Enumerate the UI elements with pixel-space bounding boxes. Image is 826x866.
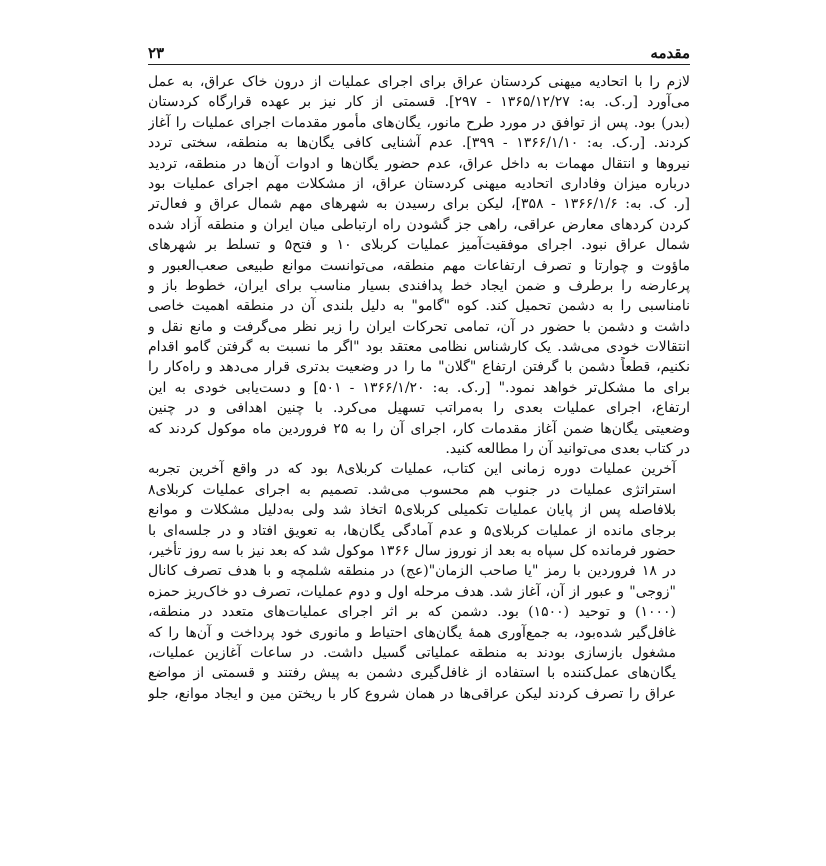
text-line: (بدر) بود. پس از توافق در مورد طرح مانور، یگان‌های مأمور مقدمات اجرای عملیات را آغاز	[148, 114, 690, 131]
text-line: برجای مانده از عملیات کربلای۵ و عدم آمادگی یگان‌ها، به تعویق افتاد و در جلسه‌ای با	[148, 522, 676, 539]
paragraph-1	[148, 72, 690, 459]
text-line: نیروها و انتقال مهمات به داخل عراق، عدم حضور یگان‌ها و ادوات آن‌ها در منطقه، تردید	[148, 155, 690, 172]
text-line: می‌آورد [ر.ک. به: ۱۳۶۵/۱۲/۲۷ - ۲۹۷]. قسمتی از کار نیز بر عهده قرارگاه کردستان	[148, 94, 690, 111]
text-line: کردند. [ر.ک. به: ۱۳۶۶/۱/۱۰ - ۳۹۹]. عدم آشنایی کافی یگان‌ها به منطقه، سختی تردد	[148, 135, 690, 152]
header-divider	[148, 64, 690, 65]
page-header	[148, 38, 690, 62]
text-line: برای ما مشکل‌تر خواهد نمود." [ر.ک. به: ۱۳۶۶/۱/۲۰ - ۵۰۱] و دست‌یابی خودی به این	[148, 379, 690, 396]
text-line: (۱۰۰۰) و توحید (۱۵۰۰) بود. دشمن که بر اثر اجرای عملیات‌های متعدد در منطقه،	[148, 604, 676, 621]
text-line: در ۱۸ فروردین با رمز "یا صاحب الزمان"(عج) در منطقه شلمچه و با هدف تصرف کانال	[148, 563, 677, 580]
text-line: آخرین عملیات دوره زمانی این کتاب، عملیات کربلای۸ بود که در واقع آخرین تجربه	[148, 461, 676, 478]
page-number: ۲۳	[148, 44, 165, 62]
text-line: انتقالات خودی می‌شد. یک کارشناس نظامی معتقد بود "اگر ما نسبت به گرفتن گامو اقدام	[148, 339, 690, 356]
text-line: نکنیم، قطعاً دشمن با گرفتن ارتفاع "گلان" ما را در وضعیت بدتری قرار می‌دهد و راه‌کار را	[148, 359, 690, 376]
section-title: مقدمه	[650, 44, 690, 62]
body-text	[148, 72, 690, 704]
text-line: پرعارضه را برطرف و ضمن ایجاد خط پدافندی بسیار مناسب برای ایران، خطوط باز و	[148, 277, 690, 294]
text-line: شمال عراق نبود. اجرای موفقیت‌آمیز عملیات کربلای ۱۰ و فتح۵ و تسلط بر شهرهای	[148, 237, 690, 254]
text-line: [ر. ک. به: ۱۳۶۶/۱/۶ - ۳۵۸]، لیکن برای رسیدن به شهرهای مهم شمال عراق و فعال‌تر	[148, 196, 690, 213]
text-line: کردن کردهای معارض عراقی، راهی جز گشودن راه ارتباطی میان ایران و منطقه آزاد شده	[148, 216, 690, 233]
text-line: غافل‌گیر شده‌بود، به جمع‌آوری همهٔ یگان‌های احتیاط و مانوری خود پرداخت و آن‌ها را که	[148, 624, 676, 641]
text-line: مشغول بازسازی بودند به منطقه عملیاتی گسیل داشت. در ساعات آغازین عملیات،	[148, 644, 676, 661]
text-line: استراتژی عملیات در جنوب هم محسوب می‌شد. تصمیم به اجرای عملیات کربلای۸	[148, 481, 676, 498]
text-line: "زوجی" و عبور از آن، آغاز شد. هدف مرحله اول و دوم عملیات، تصرف دو خاک‌ریز حمزه	[148, 583, 676, 600]
text-line: عراق را تصرف کردند لیکن عراقی‌ها در همان شروع کار با ریختن مین و ایجاد موانع، جلو	[148, 685, 676, 702]
text-line: درباره میزان وفاداری اتحادیه میهنی کردستان عراق، از مشکلات مهم اجرای عملیات بود	[148, 175, 690, 192]
text-line: ماؤوت و چوارتا و تصرف ارتفاعات مهم منطقه، می‌توانست موانع طبیعی صعب‌العبور و	[148, 257, 690, 274]
text-line: در کتاب بعدی می‌توانید آن را مطالعه کنید.	[445, 441, 690, 458]
text-line: نامناسبی را به دشمن تحمیل کند. کوه "گامو" به دلیل بلندی آن در منطقه اهمیت خاصی	[148, 298, 690, 315]
text-line: حضور فرمانده کل سپاه به بعد از نوروز سال ۱۳۶۶ موکول شد که بعد نیز با سه روز تأخیر،	[148, 542, 676, 559]
text-line: وضعیتی یگان‌ها ضمن آغاز مقدمات کار، اجرای آن را به ۲۵ فروردین ماه موکول کردند که	[148, 420, 690, 437]
paragraph-2	[148, 459, 690, 704]
text-line: داشت و دشمن با حضور در آن، تمامی تحرکات ایران را زیر نظر می‌گرفت و مانع نقل و	[148, 318, 690, 335]
text-line: ارتفاع، اجرای عملیات بعدی را به‌مراتب تسهیل می‌کرد. با چنین اهدافی و در چنین	[148, 400, 690, 417]
text-line: یگان‌های عمل‌کننده با استفاده از غافل‌گیری دشمن به پیش رفتند و قسمتی از مواضع	[148, 665, 676, 682]
text-line: بلافاصله پس از پایان عملیات تکمیلی کربلای۵ اتخاذ شد ولی به‌دلیل مشکلات و موانع	[148, 502, 676, 519]
text-line: لازم را با اتحادیه میهنی کردستان عراق برای اجرای عملیات از درون خاک عراق، به عمل	[148, 74, 690, 90]
